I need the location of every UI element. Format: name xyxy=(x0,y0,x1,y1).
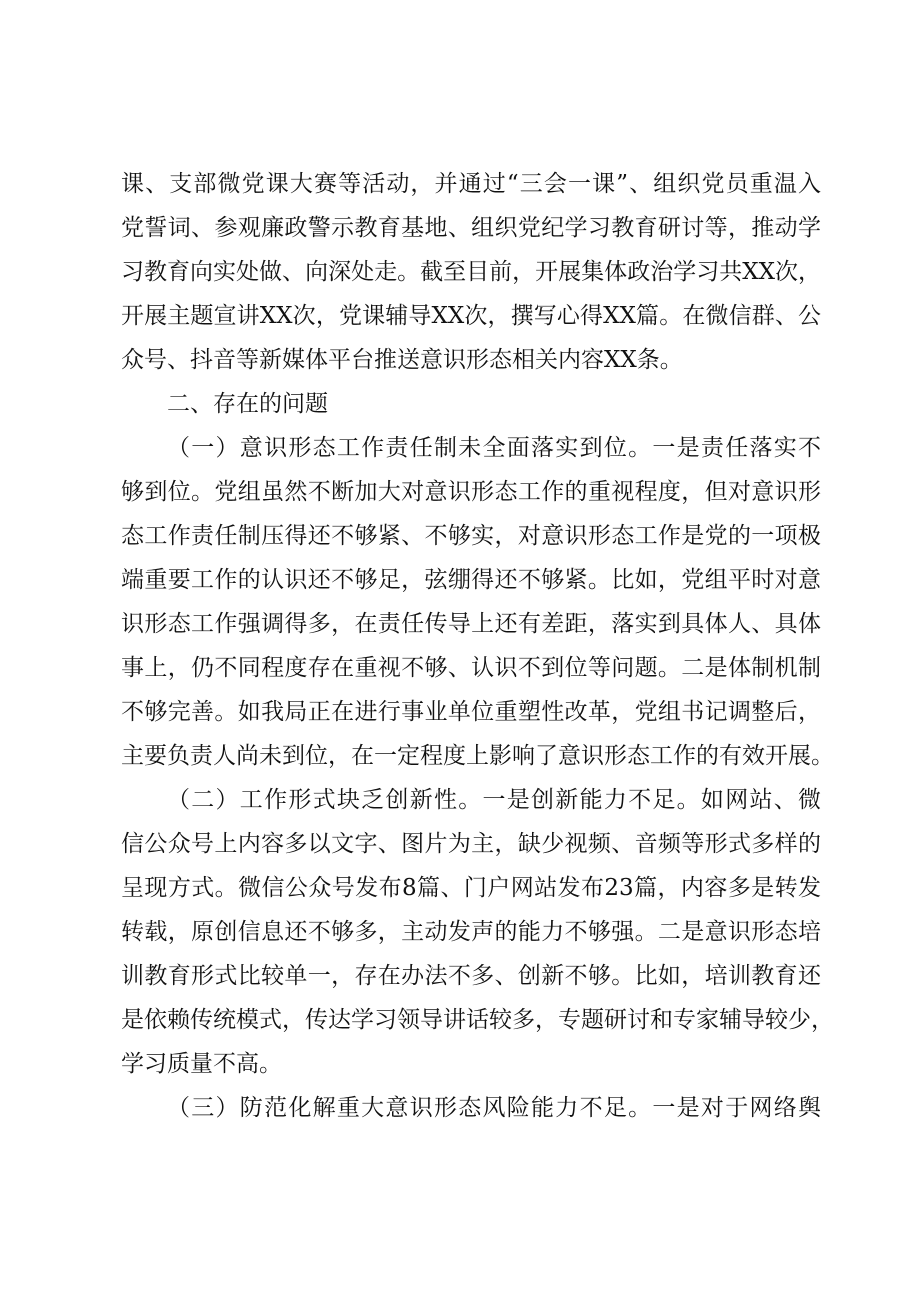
paragraph-line: 端重要工作的认识还不够足，弦绷得还不够紧。比如，党组平时对意 xyxy=(121,567,821,593)
paragraph-line: 转载，原创信息还不够多，主动发声的能力不够强。二是意识形态培 xyxy=(121,919,821,945)
paragraph-line: 训教育形式比较单一，存在办法不多、创新不够。比如，培训教育还 xyxy=(121,963,821,989)
paragraph-line: （三）防范化解重大意识形态风险能力不足。一是对于网络舆 xyxy=(167,1095,821,1121)
paragraph-line: 事上，仍不同程度存在重视不够、认识不到位等问题。二是体制机制 xyxy=(121,655,821,681)
paragraph-line: （一）意识形态工作责任制未全面落实到位。一是责任落实不 xyxy=(167,435,821,461)
section-heading: 二、存在的问题 xyxy=(167,391,328,417)
paragraph-line: 众号、抖音等新媒体平台推送意识形态相关内容XX条。 xyxy=(121,347,683,373)
paragraph-line: 识形态工作强调得多，在责任传导上还有差距，落实到具体人、具体 xyxy=(121,611,821,637)
paragraph-line: 够到位。党组虽然不断加大对意识形态工作的重视程度，但对意识形 xyxy=(121,479,821,505)
paragraph-line: 学习质量不高。 xyxy=(121,1051,282,1077)
paragraph-line: 党誓词、参观廉政警示教育基地、组织党纪学习教育研讨等，推动学 xyxy=(121,215,821,241)
paragraph-line: 不够完善。如我局正在进行事业单位重塑性改革，党组书记调整后， xyxy=(121,699,821,725)
paragraph-line: 是依赖传统模式，传达学习领导讲话较多，专题研讨和专家辅导较少， xyxy=(121,1007,834,1033)
paragraph-line: （二）工作形式块乏创新性。一是创新能力不足。如网站、微 xyxy=(167,787,821,813)
paragraph-line: 主要负责人尚未到位，在一定程度上影响了意识形态工作的有效开展。 xyxy=(121,743,834,769)
paragraph-line: 信公众号上内容多以文字、图片为主，缺少视频、音频等形式多样的 xyxy=(121,831,821,857)
paragraph-line: 呈现方式。微信公众号发布8篇、门户网站发布23篇，内容多是转发 xyxy=(121,875,821,901)
paragraph-line: 开展主题宣讲XX次，党课辅导XX次，撰写心得XX篇。在微信群、公 xyxy=(121,303,821,329)
paragraph-line: 课、支部微党课大赛等活动，并通过“三会一课”、组织党员重温入 xyxy=(121,171,821,197)
paragraph-line: 态工作责任制压得还不够紧、不够实，对意识形态工作是党的一项极 xyxy=(121,523,821,549)
paragraph-line: 习教育向实处做、向深处走。截至目前，开展集体政治学习共XX次， xyxy=(121,259,821,285)
